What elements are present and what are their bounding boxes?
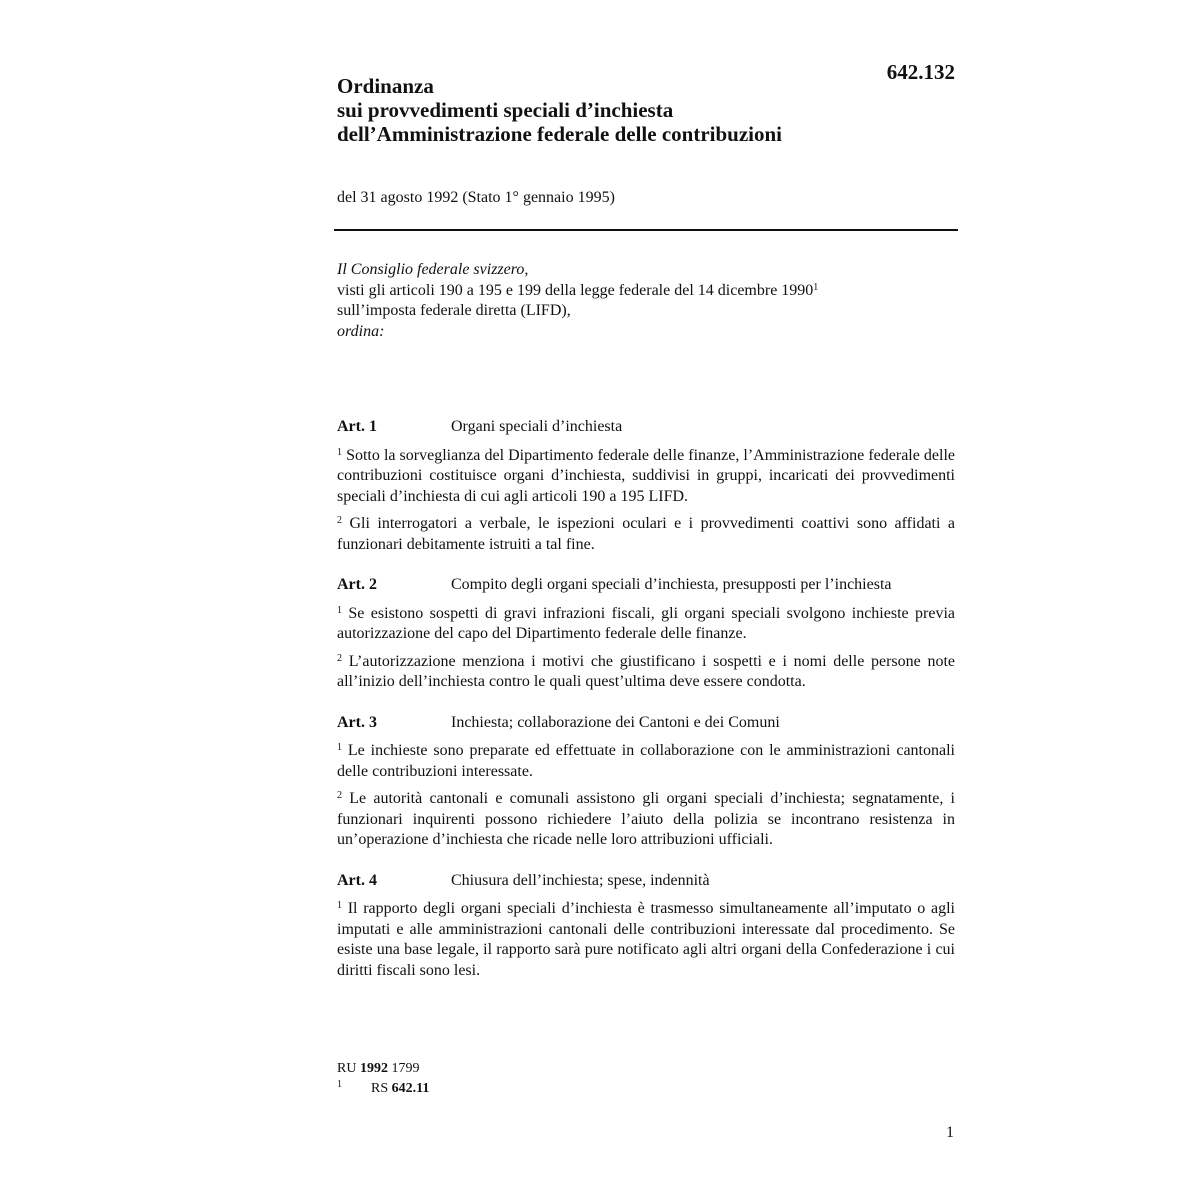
article-2 [337, 575, 955, 693]
recital-line-1: visti gli articoli 190 a 195 e 199 della legge federale del 14 dicembre 1990 [337, 281, 814, 299]
footnote-prefix: RS [371, 1081, 389, 1096]
paragraph-number: 1 [337, 900, 342, 911]
document-title [337, 74, 957, 146]
article-4 [337, 871, 955, 982]
sr-number: 642.132 [886, 60, 955, 84]
paragraph-number: 1 [337, 604, 342, 616]
article-paragraph [337, 899, 955, 981]
article-number: Art. 4 [337, 871, 377, 889]
header-divider [334, 229, 958, 231]
footnote-link[interactable]: 642.11 [391, 1081, 430, 1096]
ru-page: 1799 [391, 1061, 420, 1076]
article-number: Art. 3 [337, 713, 377, 731]
article-paragraph [337, 514, 955, 555]
article-paragraph [337, 446, 955, 508]
footnote-mark: 1 [337, 1079, 342, 1090]
article-paragraph [337, 789, 955, 851]
article-3 [337, 713, 955, 851]
article-heading [337, 713, 955, 734]
article-paragraph [337, 741, 955, 782]
paragraph-text: L’autorizzazione menziona i motivi che giustificano i sospetti e i nomi delle persone note all’inizio dell’inchiesta contro le quali quest’ultima deve essere condotta. [337, 652, 955, 690]
article-1 [337, 417, 955, 555]
article-heading [337, 575, 955, 596]
footnote-reference[interactable]: 1 [813, 281, 819, 293]
paragraph-number: 2 [337, 515, 342, 526]
title-line: sui provvedimenti speciali d’inchiesta [337, 98, 674, 122]
paragraph-text: Le inchieste sono preparate ed effettuate in collaborazione con le amministrazioni cantonali delle contribuzioni interessate. [337, 742, 955, 780]
article-number: Art. 2 [337, 576, 377, 593]
paragraph-text: Il rapporto degli organi speciali d’inchiesta è trasmesso simultaneamente all’imputato o agli imputati e alle amministrazioni cantonali delle contribuzioni interessate dal procedimento. Se esiste una base legale, il rapporto sarà pure notificato agli altri organi della Confederazione i cui diritti fiscali sono lesi. [337, 900, 956, 979]
article-title: Organi speciali d’inchiesta [451, 418, 623, 435]
paragraph-text: Gli interrogatori a verbale, le ispezioni oculari e i provvedimenti coattivi sono affidati a funzionari debitamente istruiti a tal fine. [337, 515, 956, 553]
paragraph-number: 2 [337, 790, 342, 801]
preamble-enacting: ordina: [337, 322, 385, 340]
article-title: Chiusura dell’inchiesta; spese, indennità [451, 871, 710, 889]
paragraph-number: 1 [337, 446, 342, 458]
article-title: Compito degli organi speciali d’inchiesta, presupposti per l’inchiesta [451, 576, 892, 593]
recital-line-2: sull’imposta federale diretta (LIFD), [337, 302, 571, 319]
article-heading [337, 417, 955, 438]
article-paragraph [337, 652, 955, 693]
preamble-recital [337, 281, 957, 302]
paragraph-text: Le autorità cantonali e comunali assistono gli organi speciali d’inchiesta; segnatamente, i funzionari inquirenti possono richiedere l’aiuto della polizia se incontrano resistenza in un’operazione d’inchiesta che ricade nelle loro attribuzioni ufficiali. [337, 790, 955, 848]
article-heading [337, 871, 955, 892]
footnote-1 [337, 1079, 429, 1100]
article-number: Art. 1 [337, 418, 377, 435]
title-line: dell’Amministrazione federale delle contribuzioni [337, 122, 783, 146]
article-title: Inchiesta; collaborazione dei Cantoni e dei Comuni [451, 713, 780, 731]
paragraph-number: 2 [337, 652, 342, 664]
paragraph-text: Sotto la sorveglianza del Dipartimento federale delle finanze, l’Amministrazione federale delle contribuzioni costituisce organi d’inchiesta, suddivisi in gruppi, incaricati dei provvedimenti speciali d’inchiesta di cui agli articoli 190 a 195 LIFD. [337, 446, 956, 505]
document-date: del 31 agosto 1992 (Stato 1° gennaio 1995) [337, 189, 615, 206]
preamble-authority: Il Consiglio federale svizzero, [337, 261, 529, 278]
ru-year: 1992 [359, 1061, 388, 1076]
article-paragraph [337, 604, 955, 645]
ru-prefix: RU [337, 1061, 357, 1076]
preamble [337, 260, 957, 342]
page-number: 1 [946, 1124, 954, 1141]
articles [337, 417, 955, 1001]
paragraph-text: Se esistono sospetti di gravi infrazioni fiscali, gli organi speciali svolgono inchieste previa autorizzazione del capo del Dipartimento federale delle finanze. [337, 604, 955, 642]
footnotes [337, 1059, 429, 1100]
title-line: Ordinanza [337, 74, 434, 98]
paragraph-number: 1 [337, 742, 342, 753]
